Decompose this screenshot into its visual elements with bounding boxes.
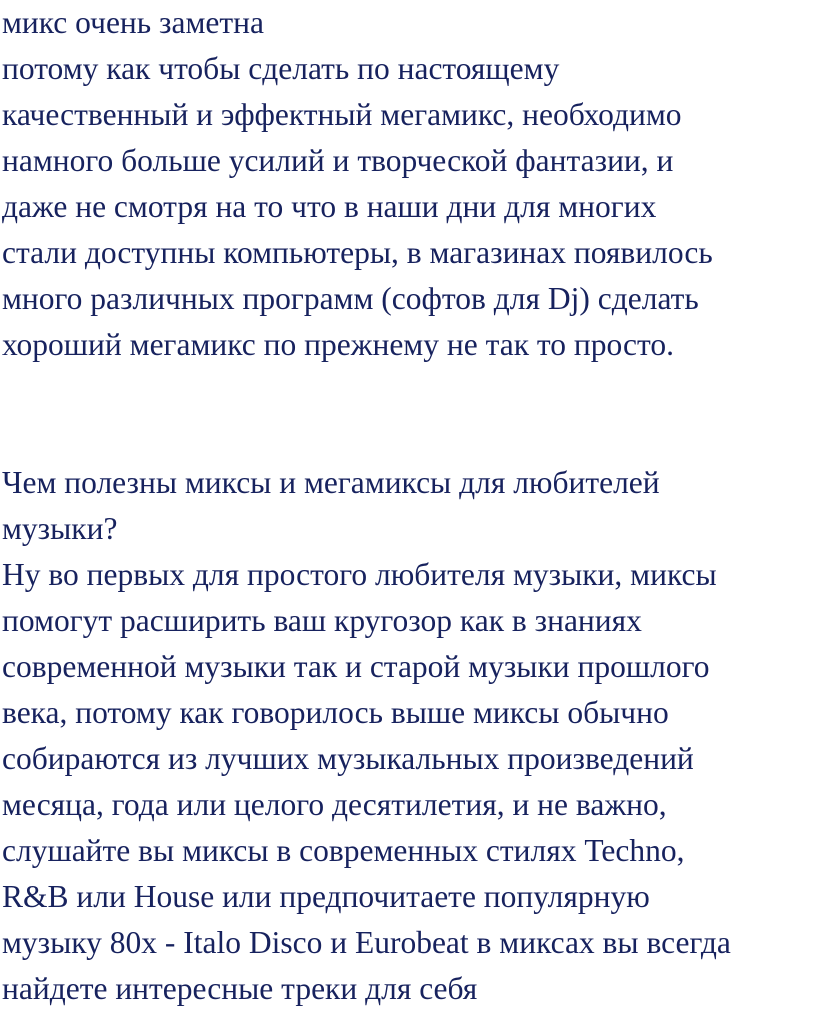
- paragraph-intro: [2, 0, 814, 368]
- text-line: Ну во первых для простого любителя музыки, миксы: [2, 557, 717, 592]
- text-line: найдете интересные треки для себя: [2, 971, 478, 1006]
- paragraph-gap: [2, 368, 814, 460]
- text-line: собираются из лучших музыкальных произведений: [2, 741, 694, 776]
- text-line: R&B или House или предпочитаете популярную: [2, 879, 650, 914]
- text-line: хороший мегамикс по прежнему не так то просто.: [2, 327, 674, 362]
- text-line: месяца, года или целого десятилетия, и не важно,: [2, 787, 667, 822]
- text-line: намного больше усилий и творческой фантазии, и: [2, 143, 674, 178]
- document-page: [2, 0, 814, 1012]
- text-line: микс очень заметна: [2, 5, 264, 40]
- text-line: века, потому как говорилось выше миксы обычно: [2, 695, 669, 730]
- text-line: слушайте вы миксы в современных стилях Techno,: [2, 833, 685, 868]
- paragraph-benefits: [2, 460, 814, 1012]
- text-line: музыку 80х - Italo Disco и Eurobeat в миксах вы всегда: [2, 925, 731, 960]
- text-line: даже не смотря на то что в наши дни для многих: [2, 189, 657, 224]
- text-line: Чем полезны миксы и мегамиксы для любителей: [2, 465, 660, 500]
- text-line: помогут расширить ваш кругозор как в знаниях: [2, 603, 642, 638]
- text-line: много различных программ (софтов для Dj) сделать: [2, 281, 699, 316]
- text-line: музыки?: [2, 511, 118, 546]
- text-line: качественный и эффектный мегамикс, необходимо: [2, 97, 682, 132]
- text-line: современной музыки так и старой музыки прошлого: [2, 649, 710, 684]
- text-line: потому как чтобы сделать по настоящему: [2, 51, 560, 86]
- text-line: стали доступны компьютеры, в магазинах появилось: [2, 235, 713, 270]
